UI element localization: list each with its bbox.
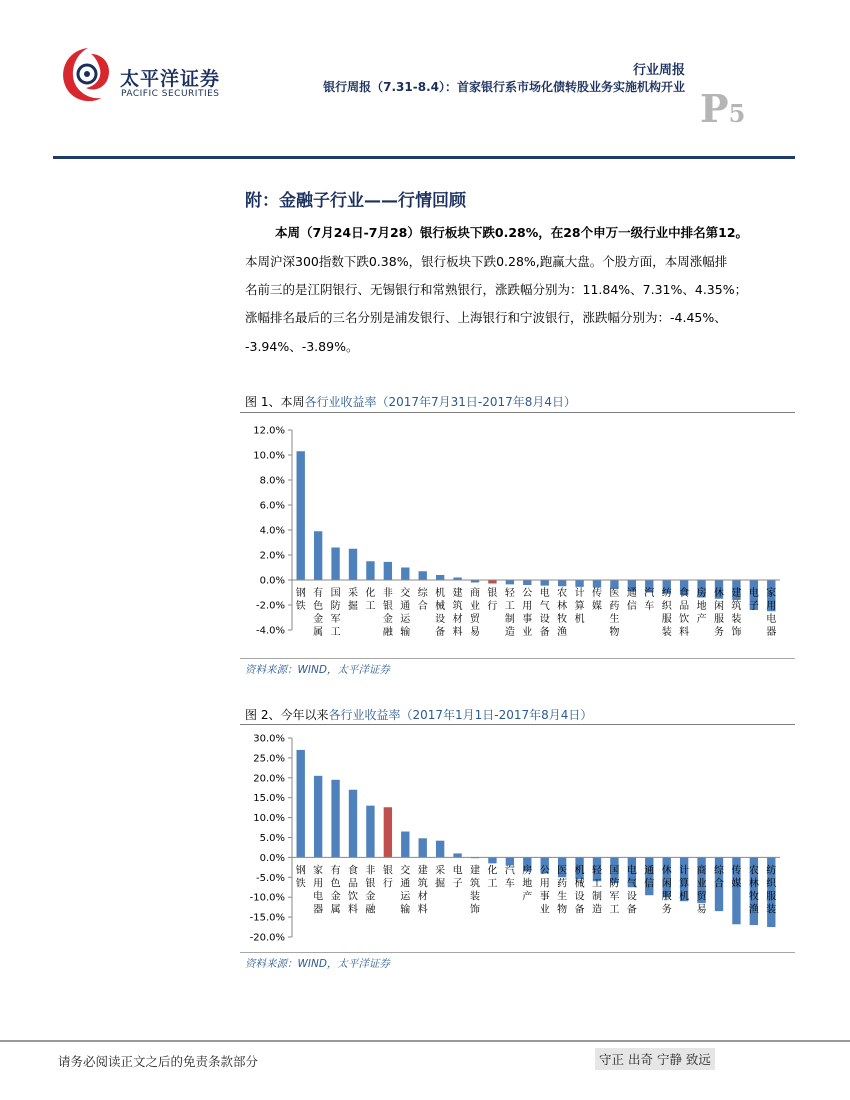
chart2-category-label: 非银金融 bbox=[365, 865, 376, 916]
chart2-y-tick-label: -15.0% bbox=[249, 912, 285, 924]
figure-2-caption bbox=[245, 706, 592, 723]
chart2-category-label: 家用电器 bbox=[313, 865, 324, 916]
chart2-category-label: 通信 bbox=[644, 865, 655, 890]
pacific-securities-logo-mark bbox=[58, 44, 114, 106]
figure-1-caption-prefix: 图 1、本周 bbox=[245, 395, 305, 409]
chart2-category-label: 机械设备 bbox=[574, 865, 585, 916]
figure-2-top-rule bbox=[240, 724, 795, 725]
chart2-y-tick-label: -20.0% bbox=[249, 932, 285, 944]
chart2-bar bbox=[314, 776, 322, 858]
chart2-category-label: 交通运输 bbox=[400, 865, 411, 916]
chart2-category-label: 银行 bbox=[382, 865, 393, 890]
chart2-category-label: 医药生物 bbox=[557, 865, 568, 916]
chart2-category-label: 商业贸易 bbox=[696, 865, 707, 916]
body-line-3: 涨幅排名最后的三名分别是浦发银行、上海银行和宁波银行，涨跌幅分别为：-4.45%、 bbox=[245, 310, 727, 325]
chart1-category-label: 国防军工 bbox=[330, 588, 341, 638]
chart-ytd-industry-returns bbox=[240, 728, 795, 950]
chart2-bar bbox=[453, 853, 461, 857]
chart2-bar bbox=[506, 857, 514, 865]
chart2-bar bbox=[349, 790, 357, 858]
figure-2-source: 资料来源：WIND，太平洋证券 bbox=[245, 958, 390, 970]
chart1-bar bbox=[593, 580, 601, 588]
chart1-bar bbox=[349, 549, 357, 580]
chart1-category-label: 钢铁 bbox=[295, 588, 306, 612]
lead-paragraph: 本周（7月24日-7月28）银行板块下跌0.28%，在28个申万一级行业中排名第12。 bbox=[275, 225, 749, 240]
chart2-category-label: 轻工制造 bbox=[592, 865, 602, 916]
chart1-bar bbox=[506, 580, 514, 584]
chart1-category-label: 通信 bbox=[626, 588, 637, 612]
figure-1-caption-text: 各行业收益率（2017年7月31日-2017年8月4日） bbox=[304, 395, 577, 409]
chart1-y-tick-label: 10.0% bbox=[253, 450, 285, 462]
footer-motto: 守正 出奇 宁静 致远 bbox=[595, 1048, 715, 1070]
chart1-bar bbox=[331, 548, 339, 581]
chart1-bar bbox=[419, 571, 427, 580]
chart1-category-label: 纺织服装 bbox=[661, 588, 672, 638]
chart1-category-label: 机械设备 bbox=[435, 588, 446, 638]
chart2-bar bbox=[366, 806, 374, 858]
figure-1-source: 资料来源：WIND，太平洋证券 bbox=[245, 664, 390, 676]
chart2-category-label: 采掘 bbox=[435, 865, 446, 890]
chart1-y-tick-label: -4.0% bbox=[255, 625, 285, 637]
figure-2-bottom-rule bbox=[240, 952, 795, 953]
chart1-category-label: 汽车 bbox=[644, 588, 655, 612]
chart2-category-label: 电气设备 bbox=[626, 865, 637, 916]
chart1-category-label: 交通运输 bbox=[400, 588, 411, 638]
body-line-1: 本周沪深300指数下跌0.38%，银行板块下跌0.28%,跑赢大盘。个股方面，本周涨幅排 bbox=[245, 254, 728, 269]
chart2-category-label: 综合 bbox=[714, 865, 724, 890]
chart1-category-label: 农林牧渔 bbox=[557, 588, 568, 638]
chart2-y-tick-label: 0.0% bbox=[259, 852, 285, 864]
chart1-y-tick-label: -2.0% bbox=[255, 600, 285, 612]
chart2-y-tick-label: -10.0% bbox=[249, 892, 285, 904]
chart1-category-label: 轻工制造 bbox=[504, 588, 515, 638]
chart2-y-tick-label: 5.0% bbox=[259, 833, 285, 844]
figure-1-top-rule bbox=[240, 412, 795, 413]
chart1-y-tick-label: 2.0% bbox=[259, 550, 285, 562]
page-number bbox=[700, 86, 745, 131]
chart1-category-label: 房地产 bbox=[696, 588, 707, 625]
chart2-bar bbox=[401, 832, 409, 858]
chart2-category-label: 公用事业 bbox=[539, 865, 550, 916]
chart2-bar bbox=[297, 750, 305, 857]
chart1-category-label: 商业贸易 bbox=[470, 588, 480, 638]
chart1-bar bbox=[558, 580, 566, 586]
figure-1-bottom-rule bbox=[240, 658, 795, 659]
body-line-4: -3.94%、-3.89%。 bbox=[245, 339, 359, 354]
chart1-category-label: 食品饮料 bbox=[679, 588, 690, 638]
chart2-category-label: 传媒 bbox=[731, 865, 742, 890]
section-title: 附：金融子行业——行情回顾 bbox=[245, 191, 466, 211]
chart1-category-label: 医药生物 bbox=[609, 588, 620, 638]
chart1-category-label: 家用电器 bbox=[766, 588, 777, 638]
page-number-prefix: P bbox=[700, 86, 729, 131]
chart1-bar bbox=[523, 580, 531, 585]
chart1-bar bbox=[297, 451, 305, 580]
body-line-2: 名前三的是江阴银行、无锡银行和常熟银行，涨跌幅分别为：11.84%、7.31%、4.35%； bbox=[245, 282, 748, 297]
chart2-category-label: 房地产 bbox=[522, 865, 533, 903]
chart1-category-label: 非银金融 bbox=[382, 588, 393, 638]
chart2-category-label: 化工 bbox=[487, 865, 498, 890]
chart2-y-tick-label: 20.0% bbox=[253, 773, 285, 785]
chart2-category-label: 纺织服装 bbox=[766, 865, 777, 916]
chart1-bar bbox=[436, 575, 444, 580]
chart2-y-tick-label: 25.0% bbox=[253, 753, 285, 765]
chart1-category-label: 建筑材料 bbox=[452, 588, 463, 638]
chart2-category-label: 农林牧渔 bbox=[748, 865, 759, 916]
chart1-y-tick-label: 6.0% bbox=[259, 500, 285, 512]
chart1-bar bbox=[541, 580, 549, 586]
chart2-bar bbox=[488, 857, 496, 863]
logo-chinese-name: 太平洋证券 bbox=[120, 68, 221, 90]
footer-disclaimer: 请务必阅读正文之后的免责条款部分 bbox=[58, 1054, 259, 1069]
chart1-category-label: 电子 bbox=[748, 588, 759, 612]
chart-weekly-industry-returns bbox=[240, 418, 795, 656]
chart2-bar bbox=[331, 780, 339, 858]
chart1-category-label: 化工 bbox=[365, 588, 376, 612]
report-title: 银行周报（7.31-8.4）：首家银行系市场化债转股业务实施机构开业 bbox=[323, 80, 685, 94]
chart2-y-tick-label: 30.0% bbox=[253, 733, 285, 745]
chart1-category-label: 电气设备 bbox=[539, 588, 550, 638]
chart1-category-label: 银行 bbox=[487, 588, 498, 612]
figure-2-caption-prefix: 图 2、今年以来 bbox=[245, 708, 329, 722]
chart1-category-label: 有色金属 bbox=[313, 588, 324, 638]
figure-1-caption bbox=[245, 393, 576, 410]
logo-english-name: PACIFIC SECURITIES bbox=[121, 89, 220, 99]
chart1-bar bbox=[401, 568, 409, 581]
chart2-y-tick-label: 10.0% bbox=[253, 813, 285, 825]
chart1-bar bbox=[384, 562, 392, 580]
chart2-y-tick-label: -5.0% bbox=[255, 872, 285, 884]
figure-2-caption-text: 各行业收益率（2017年1月1日-2017年8月4日） bbox=[328, 708, 593, 722]
chart2-category-label: 建筑材料 bbox=[417, 865, 428, 916]
chart1-category-label: 综合 bbox=[417, 588, 428, 612]
report-type: 行业周报 bbox=[632, 63, 685, 78]
chart2-category-label: 食品饮料 bbox=[348, 865, 358, 916]
chart1-category-label: 传媒 bbox=[592, 588, 602, 612]
page-number-value: 5 bbox=[728, 99, 746, 128]
footer-divider bbox=[0, 1040, 850, 1042]
chart1-category-label: 休闲服务 bbox=[714, 588, 724, 638]
chart2-category-label: 建筑装饰 bbox=[470, 865, 480, 916]
chart2-bar bbox=[436, 841, 444, 858]
chart1-category-label: 计算机 bbox=[574, 588, 585, 625]
chart1-y-tick-label: 4.0% bbox=[259, 525, 285, 537]
chart1-y-tick-label: 0.0% bbox=[259, 575, 285, 587]
chart2-bar bbox=[419, 838, 427, 857]
chart2-category-label: 国防军工 bbox=[609, 865, 620, 916]
chart1-bar bbox=[488, 580, 496, 584]
chart2-category-label: 汽车 bbox=[504, 865, 515, 890]
chart1-bar bbox=[314, 531, 322, 580]
chart2-category-label: 休闲服务 bbox=[661, 865, 672, 916]
chart2-category-label: 电子 bbox=[452, 865, 463, 890]
chart1-bar bbox=[366, 561, 374, 580]
chart1-category-label: 采掘 bbox=[348, 588, 358, 612]
chart1-category-label: 公用事业 bbox=[522, 588, 533, 638]
chart1-y-tick-label: 12.0% bbox=[253, 425, 285, 437]
header-divider bbox=[53, 156, 795, 159]
chart1-bar bbox=[575, 580, 583, 587]
chart2-category-label: 钢铁 bbox=[295, 865, 306, 890]
chart2-y-tick-label: 15.0% bbox=[253, 793, 285, 805]
chart1-y-tick-label: 8.0% bbox=[259, 475, 285, 487]
chart2-category-label: 有色金属 bbox=[330, 865, 341, 916]
chart2-bar bbox=[384, 807, 392, 857]
chart1-category-label: 建筑装饰 bbox=[731, 588, 742, 638]
chart2-category-label: 计算机 bbox=[679, 865, 690, 903]
